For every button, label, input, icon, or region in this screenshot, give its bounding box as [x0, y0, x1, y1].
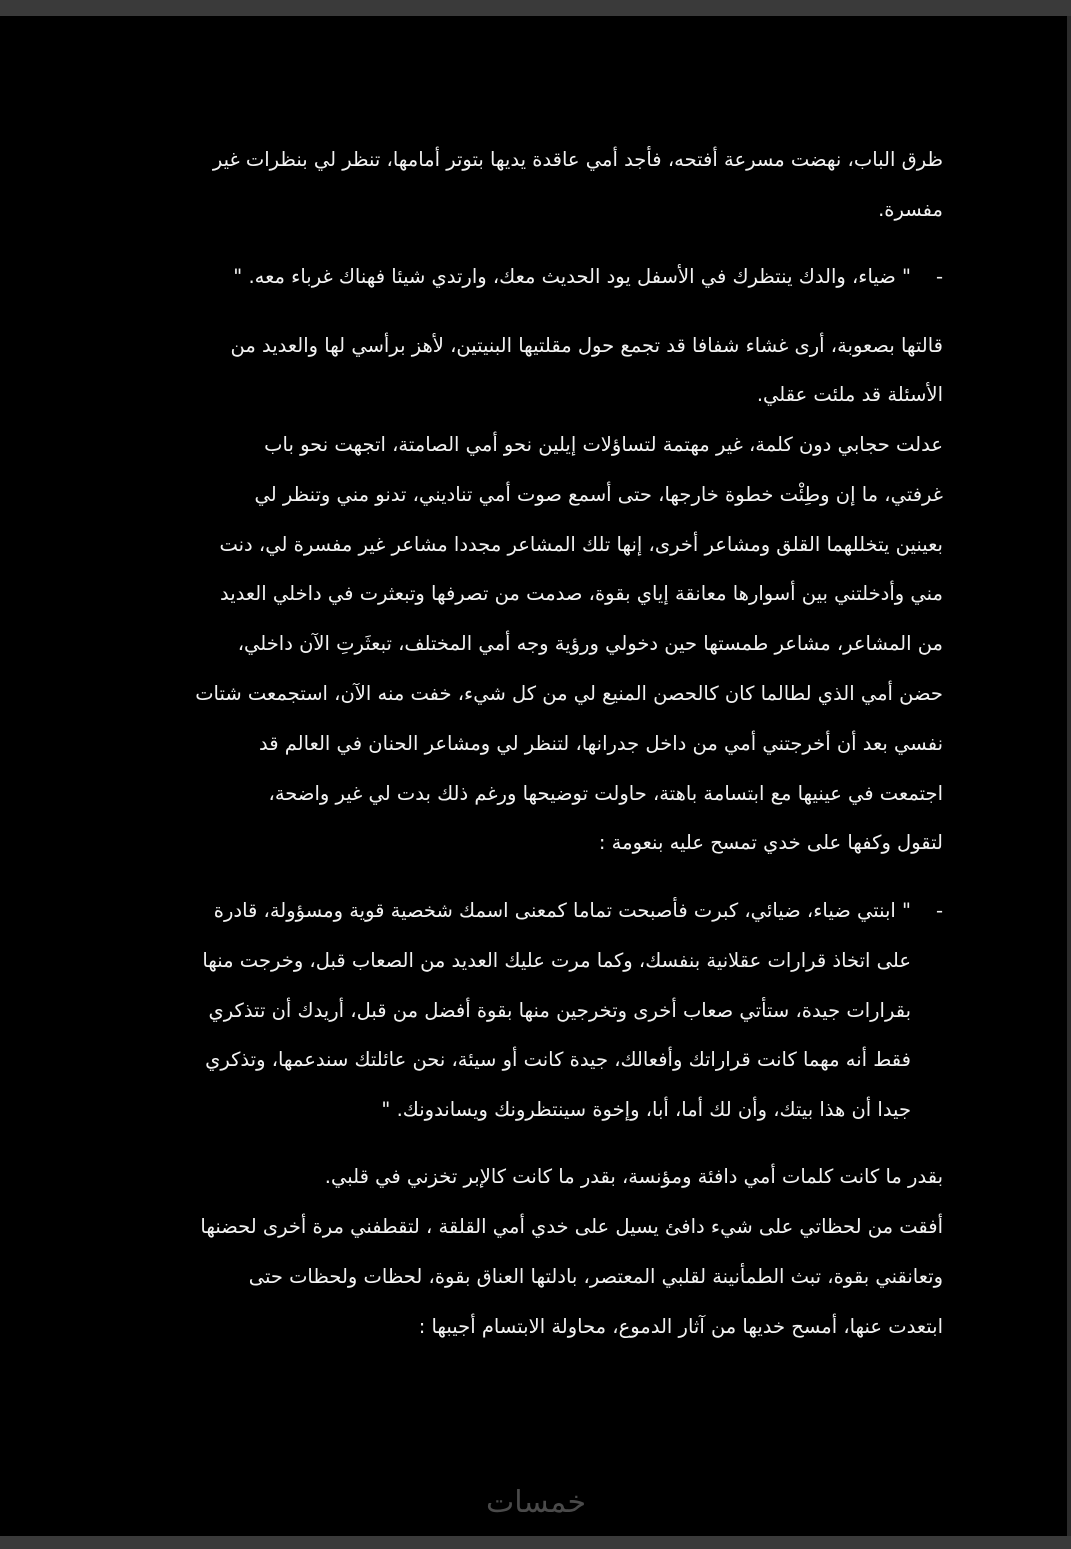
text-line: من المشاعر، مشاعر طمستها حين دخولي ورؤية وجه أمي المختلف، تبعثَرتِ الآن داخلي،	[237, 632, 943, 655]
dialogue-dash: -	[935, 899, 943, 922]
text-line: مفسرة.	[878, 198, 943, 221]
dialogue-dash: -	[935, 265, 943, 288]
text-line: وتعانقني بقوة، تبث الطمأنينة لقلبي المعتصر، بادلتها العناق بقوة، لحظات ولحظات حتى	[248, 1265, 943, 1288]
text-line: ظرق الباب، نهضت مسرعة أفتحه، فأجد أمي عاقدة يديها بتوتر أمامها، تنظر لي بنظرات غير	[212, 148, 943, 171]
dialogue-line: فقط أنه مهما كانت قراراتك وأفعالك، جيدة كانت أو سيئة، نحن عائلتك سندعمها، وتذكري	[205, 1048, 911, 1071]
dialogue-line: " ضياء، والدك ينتظرك في الأسفل يود الحديث معك، وارتدي شيئا فهناك غرباء معه. "	[233, 265, 911, 288]
scroll-edge	[1067, 16, 1071, 1536]
dialogue-line: على اتخاذ قرارات عقلانية بنفسك، وكما مرت عليك العديد من الصعاب قبل، وخرجت منها	[202, 949, 911, 972]
text-line: حضن أمي الذي لطالما كان كالحصن المنيع لي من كل شيء، خفت منه الآن، استجمعت شتات	[195, 682, 943, 705]
text-line: قالتها بصعوبة، أرى غشاء شفافا قد تجمع حول مقلتيها البنيتين، لأهز برأسي لها والعديد من	[230, 334, 943, 357]
text-line: اجتمعت في عينيها مع ابتسامة باهتة، حاولت توضيحها ورغم ذلك بدت لي غير واضحة،	[268, 782, 943, 805]
text-line: نفسي بعد أن أخرجتني أمي من داخل جدرانها، لتنظر لي ومشاعر الحنان في العالم قد	[258, 732, 943, 755]
text-line: الأسئلة قد ملئت عقلي.	[756, 383, 943, 406]
text-line: لتقول وكفها على خدي تمسح عليه بنعومة :	[598, 831, 943, 854]
text-line: عدلت حجابي دون كلمة، غير مهتمة لتساؤلات إيلين نحو أمي الصامتة، اتجهت نحو باب	[264, 433, 943, 456]
dialogue-line: بقرارات جيدة، ستأتي صعاب أخرى وتخرجين منها بقوة أفضل من قبل، أريدك أن تتذكري	[208, 999, 911, 1022]
text-line: ابتعدت عنها، أمسح خديها من آثار الدموع، محاولة الابتسام أجيبها :	[418, 1315, 943, 1338]
text-line: بقدر ما كانت كلمات أمي دافئة ومؤنسة، بقدر ما كانت كالإبر تخزني في قلبي.	[324, 1165, 943, 1188]
dialogue-line: جيدا أن هذا بيتك، وأن لك أما، أبا، وإخوة سينتظرونك ويساندونك. "	[381, 1098, 911, 1121]
text-line: غرفتي، ما إن وطِئْت خطوة خارجها، حتى أسمع صوت أمي تناديني، تدنو مني وتنظر لي	[254, 483, 943, 506]
document-page	[0, 16, 1067, 1536]
watermark-logo: خمسات	[485, 1485, 587, 1520]
text-line: بعينين يتخللهما القلق ومشاعر أخرى، إنها تلك المشاعر مجددا مشاعر غير مفسرة لي، دنت	[219, 533, 943, 556]
text-line: أفقت من لحظاتي على شيء دافئ يسيل على خدي أمي القلقة ، لتقطفني مرة أخرى لحضنها	[200, 1215, 943, 1238]
text-line: مني وأدخلتني بين أسوارها معانقة إياي بقوة، صدمت من تصرفها وتبعثرت في داخلي العديد	[220, 582, 943, 605]
dialogue-line: " ابنتي ضياء، ضيائي، كبرت فأصبحت تماما كمعنى اسمك شخصية قوية ومسؤولة، قادرة	[213, 899, 911, 922]
